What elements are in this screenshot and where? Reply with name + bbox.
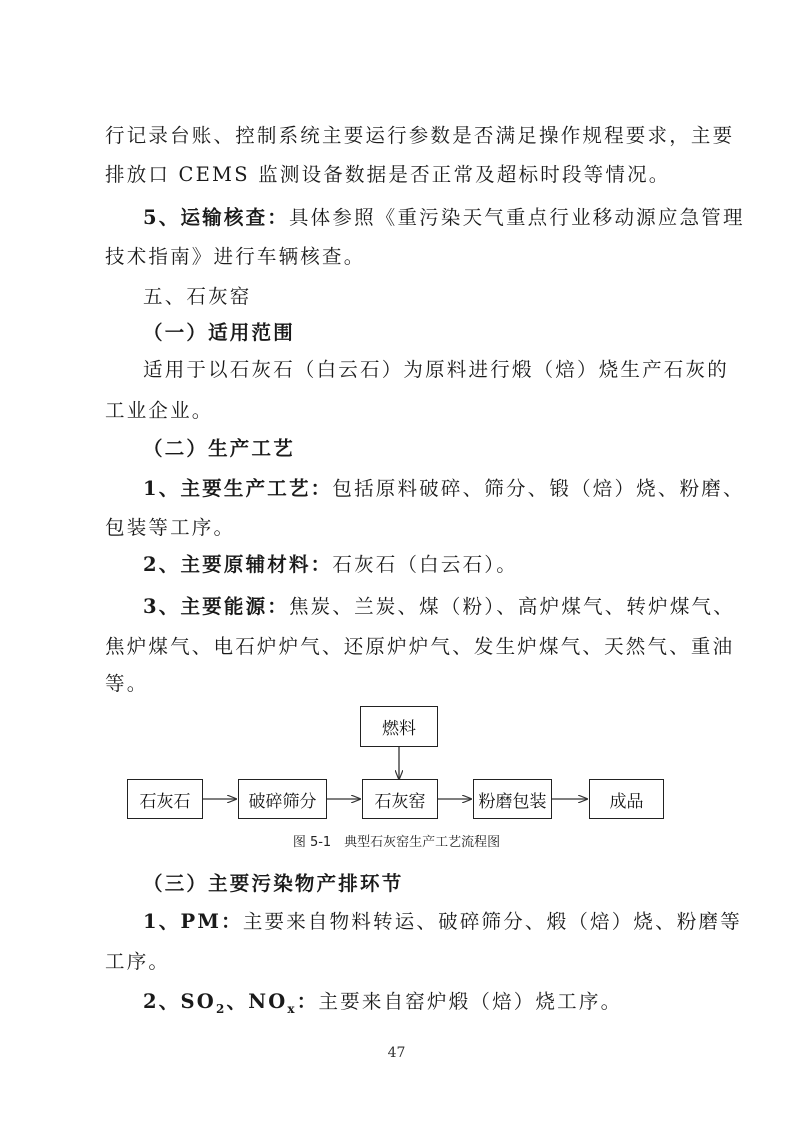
flow-label: 粉磨包装 (478, 791, 547, 812)
no-subscript: x (287, 1001, 297, 1016)
item-text: 焦炭、兰炭、煤（粉）、高炉煤气、转炉煤气、 (288, 595, 735, 618)
flow-box-limestone (127, 779, 203, 819)
so-subscript: 2 (215, 1001, 227, 1016)
flow-box-product (589, 779, 664, 819)
colon: ： (296, 990, 319, 1013)
item-text: 石灰石（白云石）。 (332, 553, 518, 576)
body-line (143, 990, 622, 1014)
item-heading: 1、主要生产工艺： (143, 477, 333, 500)
flow-box-grind (473, 779, 552, 819)
item-text: 主要来自物料转运、破碎筛分、煅（焙）烧、粉磨等 (242, 910, 742, 933)
flow-label: 石灰石 (139, 791, 191, 812)
body-line: 包装等工序。 (105, 516, 236, 539)
figure-caption: 图 5-1 典型石灰窑生产工艺流程图 (292, 835, 501, 850)
section-heading: 五、石灰窑 (143, 285, 252, 308)
item-heading: 3、主要能源： (143, 595, 289, 618)
subsection-heading: （三）主要污染物产排环节 (143, 872, 404, 895)
flow-box-fuel (360, 706, 438, 747)
flow-label: 燃料 (382, 719, 416, 739)
item-heading: 5、运输核查： (143, 206, 289, 229)
item-heading: 1、PM： (143, 910, 243, 933)
flow-box-kiln (362, 779, 438, 819)
body-line: 等。 (105, 672, 149, 695)
flow-label: 石灰窑 (374, 791, 426, 812)
body-line: 排放口 CEMS 监测设备数据是否正常及超标时段等情况。 (105, 163, 671, 186)
item-text: 包括原料破碎、筛分、锻（焙）烧、粉磨、 (332, 477, 745, 500)
flow-box-crush (238, 779, 327, 819)
item-heading (143, 990, 319, 1016)
item-text: 具体参照《重污染天气重点行业移动源应急管理 (288, 206, 745, 229)
subsection-heading: （一）适用范围 (143, 321, 295, 344)
flow-label: 破碎筛分 (248, 791, 317, 812)
body-line: 适用于以石灰石（白云石）为原料进行煅（焙）烧生产石灰的 (143, 358, 729, 381)
body-line (143, 910, 742, 934)
item-heading: 2、主要原辅材料： (143, 553, 333, 576)
body-line: 行记录台账、控制系统主要运行参数是否满足操作规程要求，主要 (105, 124, 735, 147)
page-number: 47 (387, 1045, 406, 1061)
item-text: 主要来自窑炉煅（焙）烧工序。 (318, 990, 623, 1013)
body-line: 工序。 (105, 950, 171, 973)
flow-label: 成品 (609, 791, 644, 812)
body-line: 焦炉煤气、电石炉炉气、还原炉炉气、发生炉煤气、天然气、重油 (105, 635, 735, 658)
subsection-heading: （二）生产工艺 (143, 437, 295, 460)
so-label: 2、SO (143, 990, 216, 1013)
body-line: 工业企业。 (105, 399, 214, 422)
no-label: 、NO (226, 990, 288, 1013)
body-line: 技术指南》进行车辆核查。 (105, 245, 366, 268)
